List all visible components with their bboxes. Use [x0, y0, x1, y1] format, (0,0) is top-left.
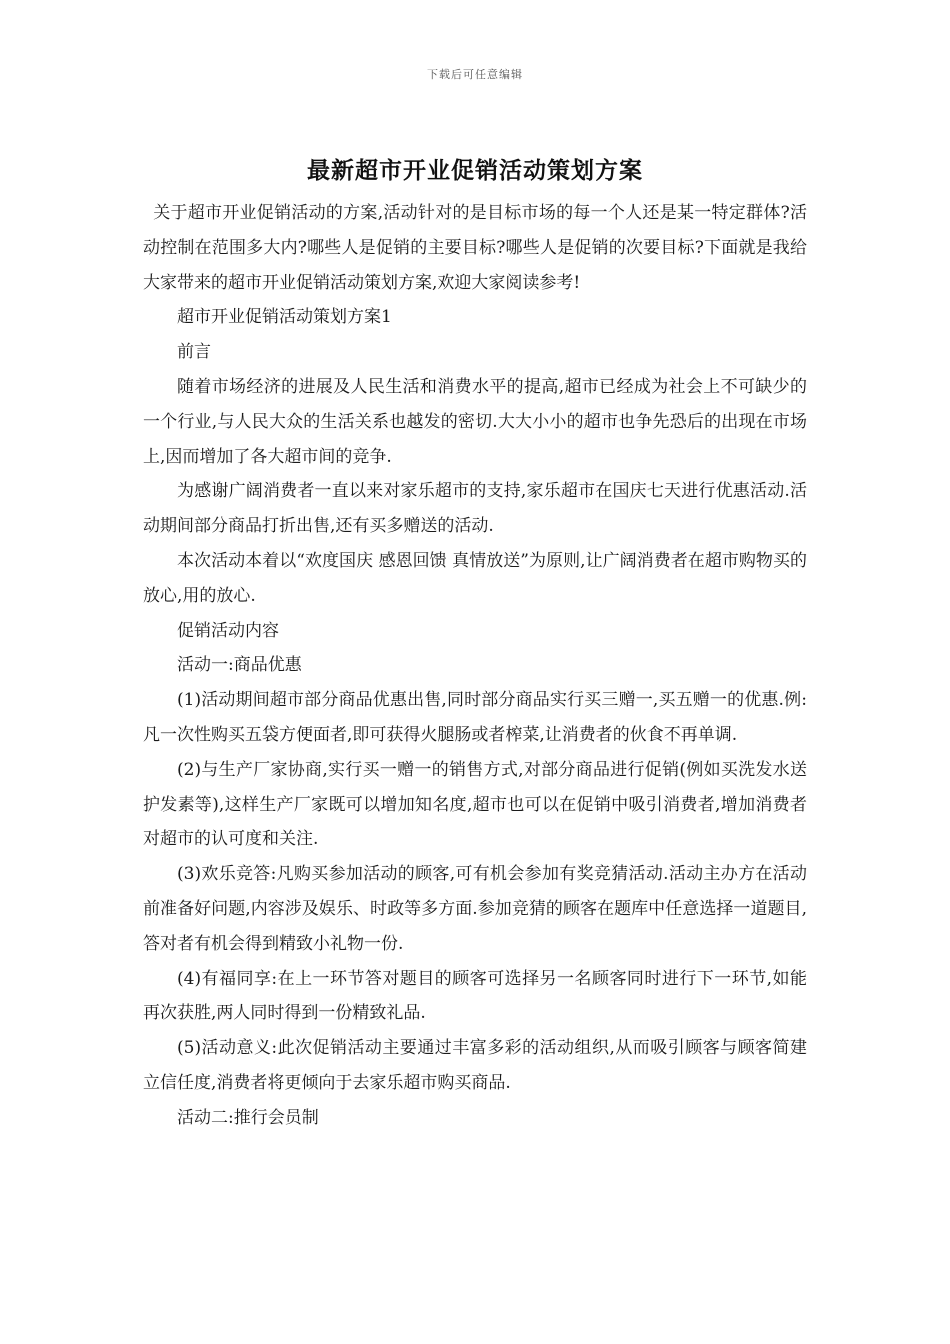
paragraph: 本次活动本着以“欢度国庆 感恩回馈 真情放送”为原则,让广阔消费者在超市购物买的放心,用的放心. [143, 550, 807, 606]
section-heading-content: 促销活动内容 [177, 620, 279, 641]
list-item: (4)有福同享:在上一环节答对题目的顾客可选择另一名顾客同时进行下一环节,如能再次获胜,两人同时得到一份精致礼品. [143, 968, 807, 1024]
section-heading-activity-1: 活动一:商品优惠 [177, 655, 302, 676]
document-body [143, 196, 807, 1136]
document-title: 最新超市开业促销活动策划方案 [307, 157, 643, 184]
paragraph-intro: 关于超市开业促销活动的方案,活动针对的是目标市场的每一个人还是某一特定群体?活动控制在范围多大内?哪些人是促销的主要目标?哪些人是促销的次要目标?下面就是我给大家带来的超市开业促销活动策划方案,欢迎大家阅读参考! [143, 203, 807, 293]
paragraph: 为感谢广阔消费者一直以来对家乐超市的支持,家乐超市在国庆七天进行优惠活动.活动期间部分商品打折出售,还有买多赠送的活动. [143, 481, 807, 537]
paragraph: 随着市场经济的进展及人民生活和消费水平的提高,超市已经成为社会上不可缺少的一个行业,与人民大众的生活关系也越发的密切.大大小小的超市也争先恐后的出现在市场上,因而增加了各大超市间的竞争. [143, 376, 807, 467]
section-heading-preface: 前言 [177, 342, 211, 363]
list-item: (5)活动意义:此次促销活动主要通过丰富多彩的活动组织,从而吸引顾客与顾客简建立信任度,消费者将更倾向于去家乐超市购买商品. [143, 1038, 807, 1093]
list-item: (2)与生产厂家协商,实行买一赠一的销售方式,对部分商品进行促销(例如买洗发水送护发素等),这样生产厂家既可以增加知名度,超市也可以在促销中吸引消费者,增加消费者对超市的认可度和关注. [143, 759, 807, 850]
section-heading-plan-1: 超市开业促销活动策划方案1 [177, 307, 392, 328]
section-heading-activity-2: 活动二:推行会员制 [177, 1107, 319, 1128]
list-item: (3)欢乐竞答:凡购买参加活动的顾客,可有机会参加有奖竞猜活动.活动主办方在活动前准备好问题,内容涉及娱乐、时政等多方面.参加竞猜的顾客在题库中任意选择一道题目,答对者有机会得到精致小礼物一份. [143, 864, 807, 954]
header-note: 下载后可任意编辑 [427, 68, 523, 81]
list-item: (1)活动期间超市部分商品优惠出售,同时部分商品实行买三赠一,买五赠一的优惠.例:凡一次性购买五袋方便面者,即可获得火腿肠或者榨菜,让消费者的伙食不再单调. [143, 690, 807, 745]
